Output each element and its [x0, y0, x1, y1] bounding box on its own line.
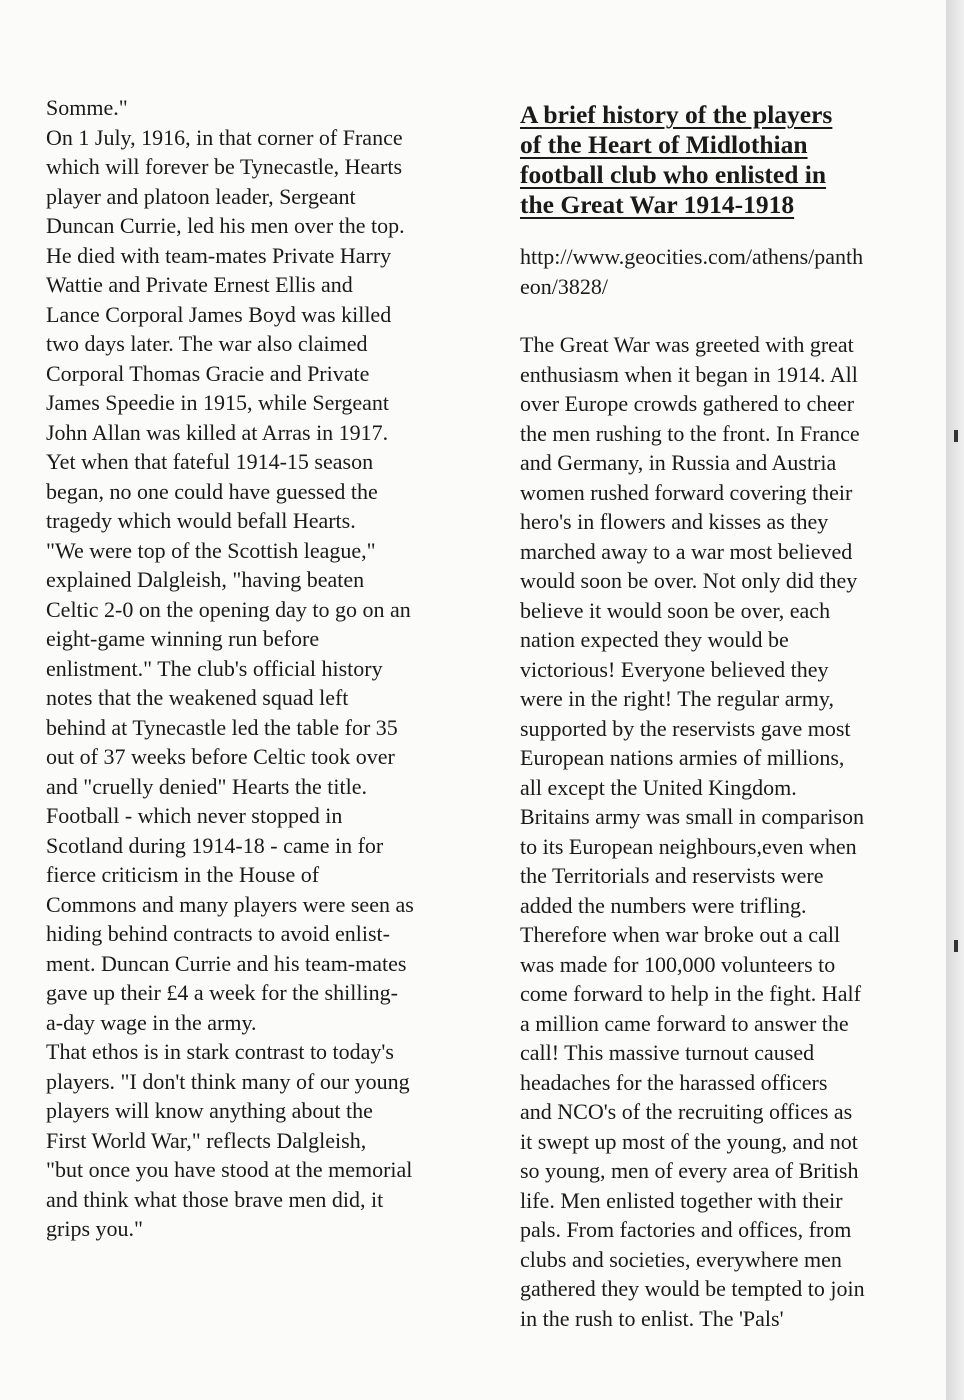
- text-line: Lance Corporal James Boyd was killed: [46, 301, 392, 327]
- text-line: tragedy which would befall Hearts.: [46, 508, 356, 533]
- text-line: Duncan Currie, led his men over the top.: [46, 213, 405, 238]
- text-line: grips you.": [46, 1216, 143, 1241]
- text-line: He died with team-mates Private Harry: [46, 242, 392, 268]
- text-line: began, no one could have guessed the: [46, 478, 378, 504]
- left-column: [46, 93, 466, 1244]
- text-line: added the numbers were trifling.: [520, 892, 807, 918]
- text-line: Somme.": [46, 95, 128, 120]
- text-line: so young, men of every area of British: [520, 1158, 859, 1183]
- text-line: gathered they would be tempted to join: [520, 1276, 865, 1301]
- text-line: were in the right! The regular army,: [520, 686, 834, 711]
- text-line: Football - which never stopped in: [46, 803, 343, 828]
- text-line: hero's in flowers and kisses as they: [520, 509, 829, 534]
- text-line: the Territorials and reservists were: [520, 863, 824, 888]
- title-line: of the Heart of Midlothian: [520, 130, 808, 159]
- article-title: [520, 100, 915, 220]
- text-line: behind at Tynecastle led the table for 35: [46, 714, 398, 740]
- text-line: enthusiasm when it began in 1914. All: [520, 361, 858, 387]
- text-line: a-day wage in the army.: [46, 1009, 257, 1035]
- text-line: clubs and societies, everywhere men: [520, 1246, 842, 1272]
- text-line: which will forever be Tynecastle, Hearts: [46, 154, 403, 179]
- binding-mark: [954, 940, 958, 952]
- text-line: life. Men enlisted together with their: [520, 1187, 843, 1213]
- text-line: was made for 100,000 volunteers to: [520, 951, 836, 977]
- text-line: over Europe crowds gathered to cheer: [520, 391, 855, 416]
- text-line: player and platoon leader, Sergeant: [46, 183, 356, 209]
- text-line: Britains army was small in comparison: [520, 804, 864, 829]
- text-line: a million came forward to answer the: [520, 1010, 849, 1036]
- text-line: in the rush to enlist. The 'Pals': [520, 1305, 784, 1331]
- text-line: Therefore when war broke out a call: [520, 922, 841, 947]
- text-line: two days later. The war also claimed: [46, 331, 368, 356]
- text-line: Yet when that fateful 1914-15 season: [46, 449, 374, 474]
- text-line: to its European neighbours,even when: [520, 833, 857, 859]
- text-line: come forward to help in the fight. Half: [520, 981, 861, 1006]
- text-line: victorious! Everyone believed they: [520, 656, 829, 682]
- text-line: and "cruelly denied" Hearts the title.: [46, 773, 367, 799]
- text-line: and think what those brave men did, it: [46, 1186, 384, 1212]
- text-line: hiding behind contracts to avoid enlist-: [46, 921, 390, 946]
- text-line: would soon be over. Not only did they: [520, 568, 858, 593]
- text-line: gave up their £4 a week for the shilling-: [46, 980, 398, 1005]
- text-line: and NCO's of the recruiting offices as: [520, 1099, 853, 1124]
- url-line: eon/3828/: [520, 273, 608, 299]
- text-line: The Great War was greeted with great: [520, 332, 854, 357]
- text-line: pals. From factories and offices, from: [520, 1217, 852, 1242]
- text-line: James Speedie in 1915, while Sergeant: [46, 390, 389, 415]
- text-line: On 1 July, 1916, in that corner of France: [46, 124, 403, 150]
- text-line: John Allan was killed at Arras in 1917.: [46, 419, 389, 445]
- text-line: the men rushing to the front. In France: [520, 420, 860, 446]
- binding-mark: [954, 430, 958, 442]
- title-line: A brief history of the players: [520, 100, 833, 129]
- text-line: supported by the reservists gave most: [520, 715, 851, 741]
- text-line: explained Dalgleish, "having beaten: [46, 567, 365, 592]
- text-line: nation expected they would be: [520, 627, 789, 652]
- text-line: Wattie and Private Ernest Ellis and: [46, 272, 353, 297]
- text-line: ment. Duncan Currie and his team-mates: [46, 950, 407, 976]
- text-line: out of 37 weeks before Celtic took over: [46, 744, 395, 769]
- text-line: "but once you have stood at the memorial: [46, 1157, 413, 1182]
- text-line: headaches for the harassed officers: [520, 1069, 828, 1095]
- text-line: marched away to a war most believed: [520, 538, 853, 564]
- text-line: First World War," reflects Dalgleish,: [46, 1127, 367, 1153]
- text-line: players will know anything about the: [46, 1098, 373, 1123]
- text-line: all except the United Kingdom.: [520, 774, 797, 800]
- text-line: Corporal Thomas Gracie and Private: [46, 360, 370, 386]
- text-line: call! This massive turnout caused: [520, 1040, 815, 1065]
- text-line: enlistment." The club's official history: [46, 655, 383, 681]
- title-line: the Great War 1914-1918: [520, 190, 795, 219]
- text-line: "We were top of the Scottish league,": [46, 537, 376, 563]
- article-body: [520, 330, 915, 1333]
- text-line: fierce criticism in the House of: [46, 862, 320, 887]
- url-line: http://www.geocities.com/athens/panth: [520, 244, 864, 269]
- source-url: [520, 242, 915, 301]
- text-line: That ethos is in stark contrast to today's: [46, 1039, 394, 1064]
- text-line: women rushed forward covering their: [520, 479, 853, 505]
- text-line: notes that the weakened squad left: [46, 685, 349, 710]
- text-line: European nations armies of millions,: [520, 745, 845, 770]
- left-column-text: [46, 93, 466, 1244]
- text-line: believe it would soon be over, each: [520, 597, 831, 623]
- page-edge: [946, 0, 964, 1400]
- text-line: players. "I don't think many of our young: [46, 1068, 410, 1094]
- text-line: it swept up most of the young, and not: [520, 1128, 858, 1154]
- text-line: Commons and many players were seen as: [46, 891, 414, 917]
- text-line: Celtic 2-0 on the opening day to go on an: [46, 596, 411, 622]
- right-column: [520, 100, 915, 1333]
- title-line: football club who enlisted in: [520, 160, 827, 189]
- text-line: and Germany, in Russia and Austria: [520, 450, 837, 475]
- text-line: Scotland during 1914-18 - came in for: [46, 832, 384, 858]
- text-line: eight-game winning run before: [46, 626, 320, 651]
